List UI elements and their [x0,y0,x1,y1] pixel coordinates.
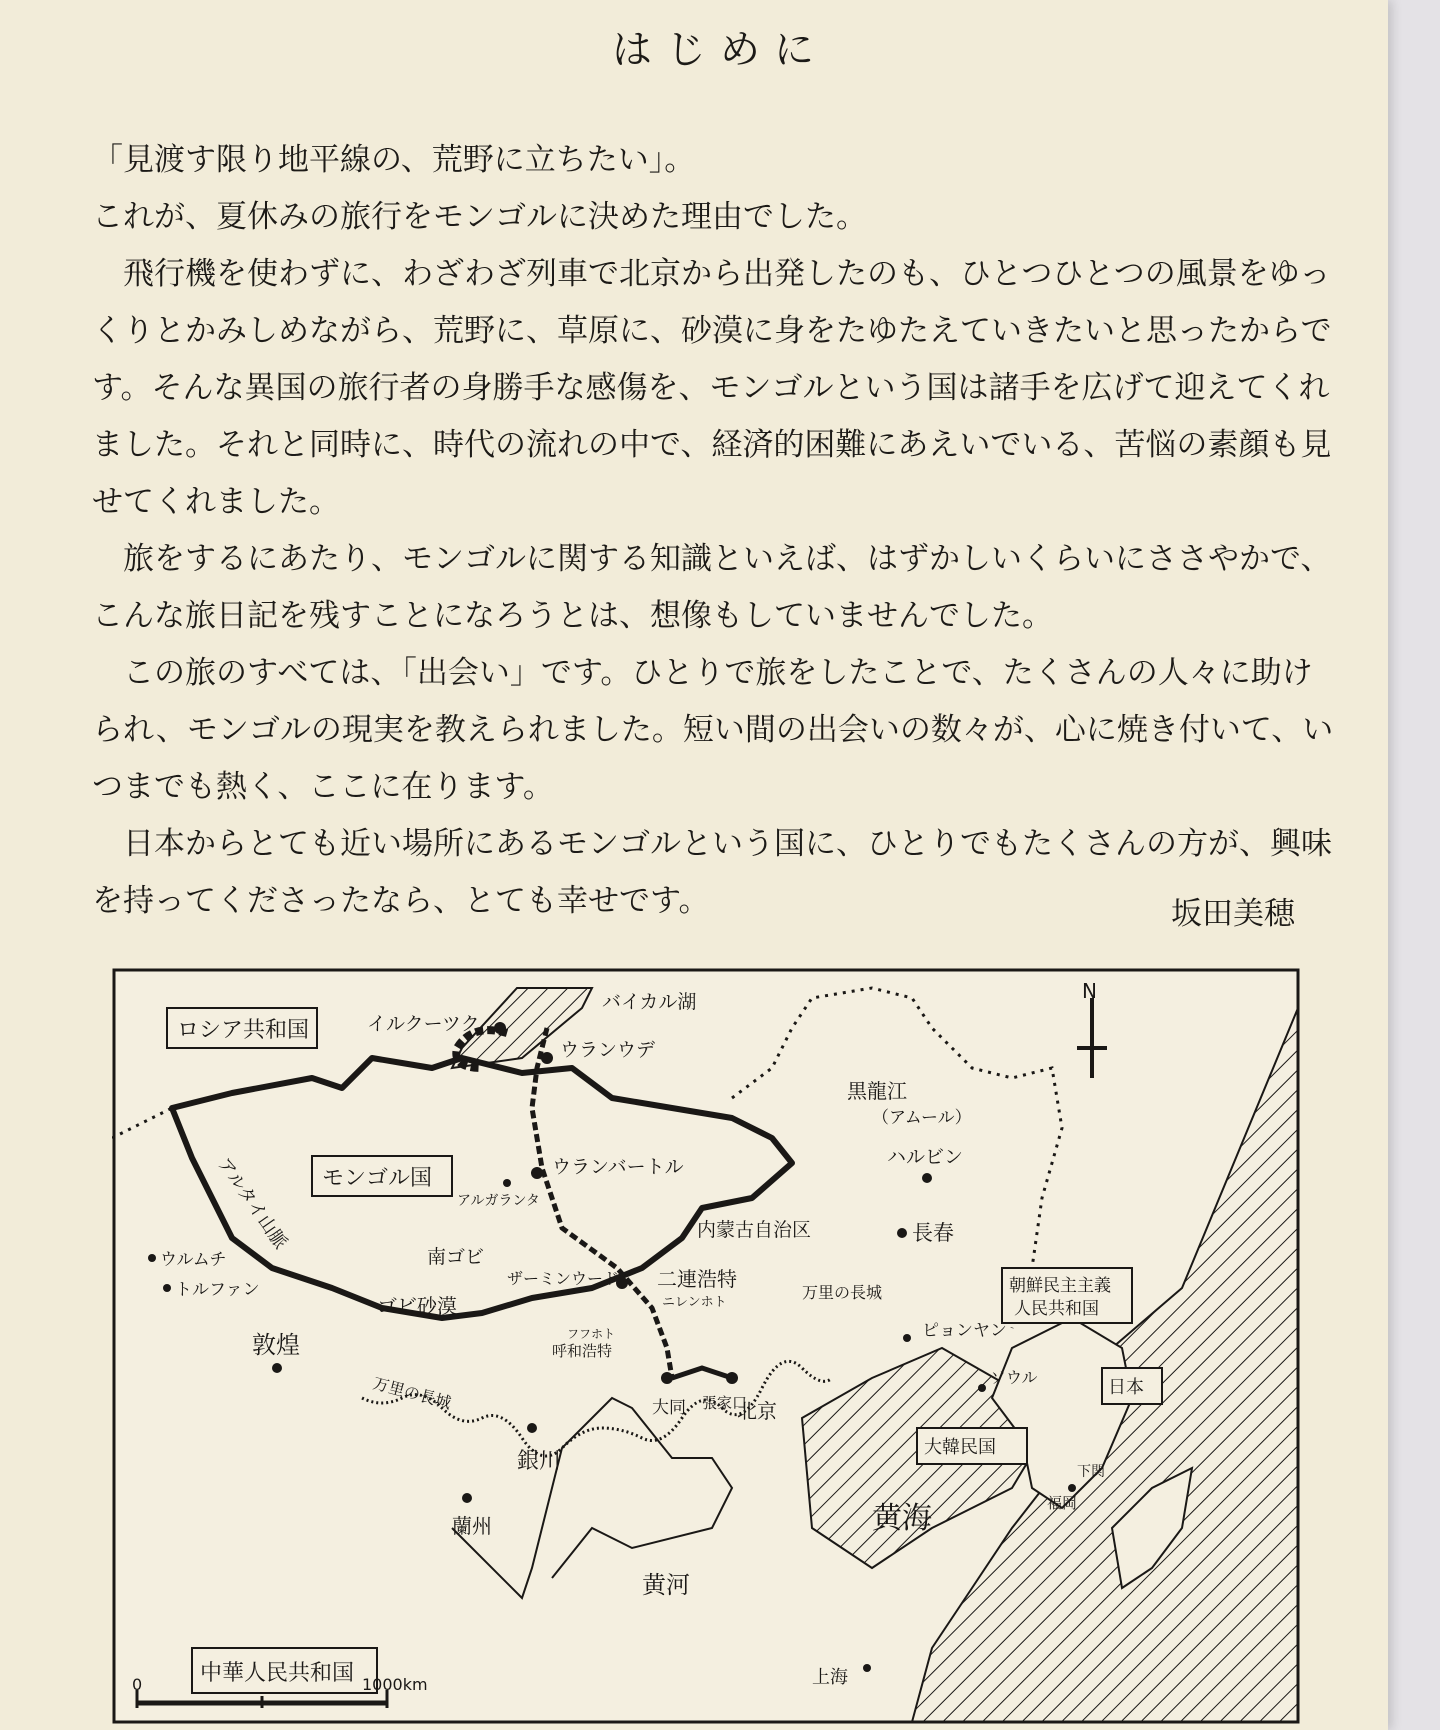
harbin-label: ハルビン [887,1146,964,1168]
route-map [112,968,1300,1724]
arvaikheer-dot [503,1179,511,1187]
preface-text [92,132,1342,930]
lanzhou-dot [462,1493,472,1503]
china-label: 中華人民共和国 [200,1661,355,1686]
beijing-label: 北京 [737,1399,777,1423]
ulan-ude-dot [541,1052,553,1064]
author-name: 坂田美穂 [1171,896,1295,932]
turpan-dot [163,1284,171,1292]
pyongyang-label: ピョンヤン [922,1321,1007,1341]
dunhuang-label: 敦煌 [252,1331,300,1359]
yellow-river-label: 黄河 [642,1571,690,1599]
shimonoseki-label: 下関 [1077,1464,1105,1480]
zamyn-uud-label: ザーミンウード [507,1269,620,1288]
erenhot-kana-label: ニレンホト [662,1295,727,1310]
paragraph: 飛行機を使わずに、わざわざ列車で北京から出発したのも、ひとつひとつの風景をゆっくりとかみしめながら、荒野に、草原に、砂漠に身をたゆたえていきたいと思ったからです。そんな異国の旅行者の身勝手な感傷を、モンゴルという国は諸手を広げて迎えてくれました。それと同時に、時代の流れの中で、経済的困難にあえいでいる、苦悩の素顔も見せてくれました。 [92,256,1332,520]
great-wall-label-west: 万里の長城 [370,1373,454,1413]
yinchuan-dot [527,1423,537,1433]
irkutsk-dot [494,1022,506,1034]
irkutsk-label: イルクーツク [367,1013,480,1035]
turpan-label: トルファン [175,1280,260,1300]
scale-zero: 0 [132,1675,143,1694]
shimonoseki-dot [1068,1484,1076,1492]
hohhot-kana-label: フフホト [567,1327,616,1341]
ulan-ude-label: ウランウデ [560,1039,656,1061]
zhangjiakou-label: 張家口 [702,1394,748,1412]
dunhuang-dot [272,1363,282,1373]
changchun-dot [897,1228,907,1238]
heilongjiang-label: 黒龍江 [847,1079,907,1103]
erenhot-label: 二連浩特 [657,1267,737,1291]
yellow-sea-label: 黄海 [872,1501,932,1536]
paragraph: これが、夏休みの旅行をモンゴルに決めた理由でした。 [92,199,867,235]
baikal-label: バイカル湖 [602,991,697,1013]
altai-label: アルタイ山脈 [212,1153,292,1253]
hohhot-label: 呼和浩特 [552,1342,613,1360]
gobi-label: ゴビ砂漠 [377,1294,457,1318]
seoul-label: ソウル [990,1368,1038,1387]
fukuoka-label: 福岡 [1047,1494,1078,1512]
changchun-label: 長春 [912,1221,954,1245]
paragraph: 日本からとても近い場所にあるモンゴルという国に、ひとりでもたくさんの方が、興味を持ってくださったなら、とても幸せです。 [92,826,1332,919]
inner-mongolia-label: 内蒙古自治区 [697,1219,812,1241]
shanghai-label: 上海 [812,1667,848,1688]
south-gobi-label: 南ゴビ [427,1246,485,1268]
lanzhou-label: 蘭州 [452,1514,492,1538]
north-label: N [1082,979,1097,1003]
beijing-dot [726,1372,738,1384]
amur-label: （アムール） [872,1108,972,1128]
russia-label: ロシア共和国 [177,1018,310,1043]
pyongyang-dot [903,1334,911,1342]
urumqi-label: ウルムチ [160,1250,227,1270]
paragraph: この旅のすべては、「出会い」です。ひとりで旅をしたことで、たくさんの人々に助けられ、モンゴルの現実を教えられました。短い間の出会いの数々が、心に焼き付いて、いつまでも熱く、ここに在ります。 [92,655,1334,805]
japan-label: 日本 [1108,1377,1144,1398]
ulaanbaatar-label: ウランバートル [552,1156,684,1178]
page-title: はじめに [612,27,828,73]
scale-max: 1000km [362,1675,428,1694]
paragraph: 旅をするにあたり、モンゴルに関する知識といえば、はずかしいくらいにささやかで、こんな旅日記を残すことになろうとは、想像もしていませんでした。 [92,541,1332,634]
south-korea-label: 大韓民国 [924,1437,996,1458]
north-korea-label-2: 人民共和国 [1014,1299,1099,1319]
great-wall-label-east: 万里の長城 [802,1283,883,1302]
ulaanbaatar-dot [531,1167,543,1179]
shanghai-dot [863,1664,871,1672]
paragraph: 「見渡す限り地平線の、荒野に立ちたい」。 [92,142,696,178]
datong-dot [661,1372,673,1384]
mongolia-label: モンゴル国 [322,1166,433,1191]
arvaikheer-label: アルガランタ [457,1193,540,1209]
north-korea-label-1: 朝鮮民主主義 [1009,1276,1111,1296]
urumqi-dot [148,1254,156,1262]
yinchuan-label: 銀川 [517,1449,562,1474]
harbin-dot [922,1173,932,1183]
seoul-dot [978,1384,986,1392]
datong-label: 大同 [652,1398,686,1418]
